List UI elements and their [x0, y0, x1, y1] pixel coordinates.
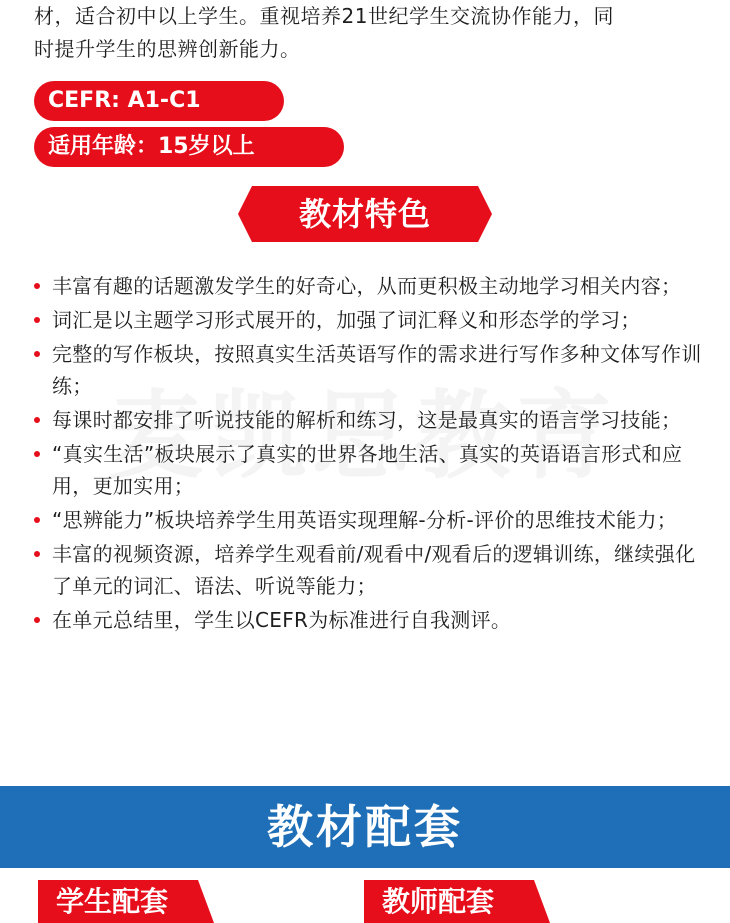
bullet-icon	[34, 351, 40, 357]
bullet-icon	[34, 451, 40, 457]
list-item	[34, 438, 704, 502]
intro-line-1: 材，适合初中以上学生。重视培养21世纪学生交流协作能力，同	[34, 4, 614, 28]
list-item-text: 词汇是以主题学习形式展开的，加强了词汇释义和形态学的学习；	[52, 308, 641, 332]
support-section-banner: 教材配套	[0, 786, 730, 868]
list-item	[34, 538, 704, 602]
list-item-text: 丰富的视频资源，培养学生观看前/观看中/观看后的逻辑训练，继续强化了单元的词汇、语法、听说等能力；	[52, 542, 696, 598]
bullet-icon	[34, 517, 40, 523]
list-item-text: 在单元总结里，学生以CEFR为标准进行自我测评。	[52, 608, 512, 632]
student-materials-tab[interactable]	[38, 880, 214, 923]
cefr-level-badge: CEFR: A1-C1	[34, 81, 284, 121]
features-heading	[238, 186, 492, 242]
features-list	[34, 270, 704, 638]
bullet-icon	[34, 551, 40, 557]
student-tab-label: 学生配套	[56, 885, 169, 918]
list-item	[34, 338, 704, 402]
bullet-icon	[34, 317, 40, 323]
list-item	[34, 404, 704, 436]
list-item-text: “真实生活”板块展示了真实的世界各地生活、真实的英语语言形式和应用，更加实用；	[52, 442, 683, 498]
bullet-icon	[34, 617, 40, 623]
features-heading-title: 教材特色	[298, 195, 431, 233]
list-item	[34, 304, 704, 336]
bullet-icon	[34, 283, 40, 289]
list-item-text: 每课时都安排了听说技能的解析和练习，这是最真实的语言学习技能；	[52, 408, 682, 432]
age-badge: 适用年龄：15岁以上	[34, 127, 344, 167]
intro-text	[34, 0, 704, 66]
list-item	[34, 504, 704, 536]
bullet-icon	[34, 417, 40, 423]
list-item-text: 完整的写作板块，按照真实生活英语写作的需求进行写作多种文体写作训练；	[52, 342, 702, 398]
list-item-text: “思辨能力”板块培养学生用英语实现理解-分析-评价的思维技术能力；	[52, 508, 678, 532]
list-item	[34, 604, 704, 636]
list-item	[34, 270, 704, 302]
teacher-tab-label: 教师配套	[382, 885, 495, 918]
teacher-materials-tab[interactable]	[364, 880, 550, 923]
list-item-text: 丰富有趣的话题激发学生的好奇心，从而更积极主动地学习相关内容；	[52, 274, 682, 298]
intro-line-2: 时提升学生的思辨创新能力。	[34, 37, 301, 61]
